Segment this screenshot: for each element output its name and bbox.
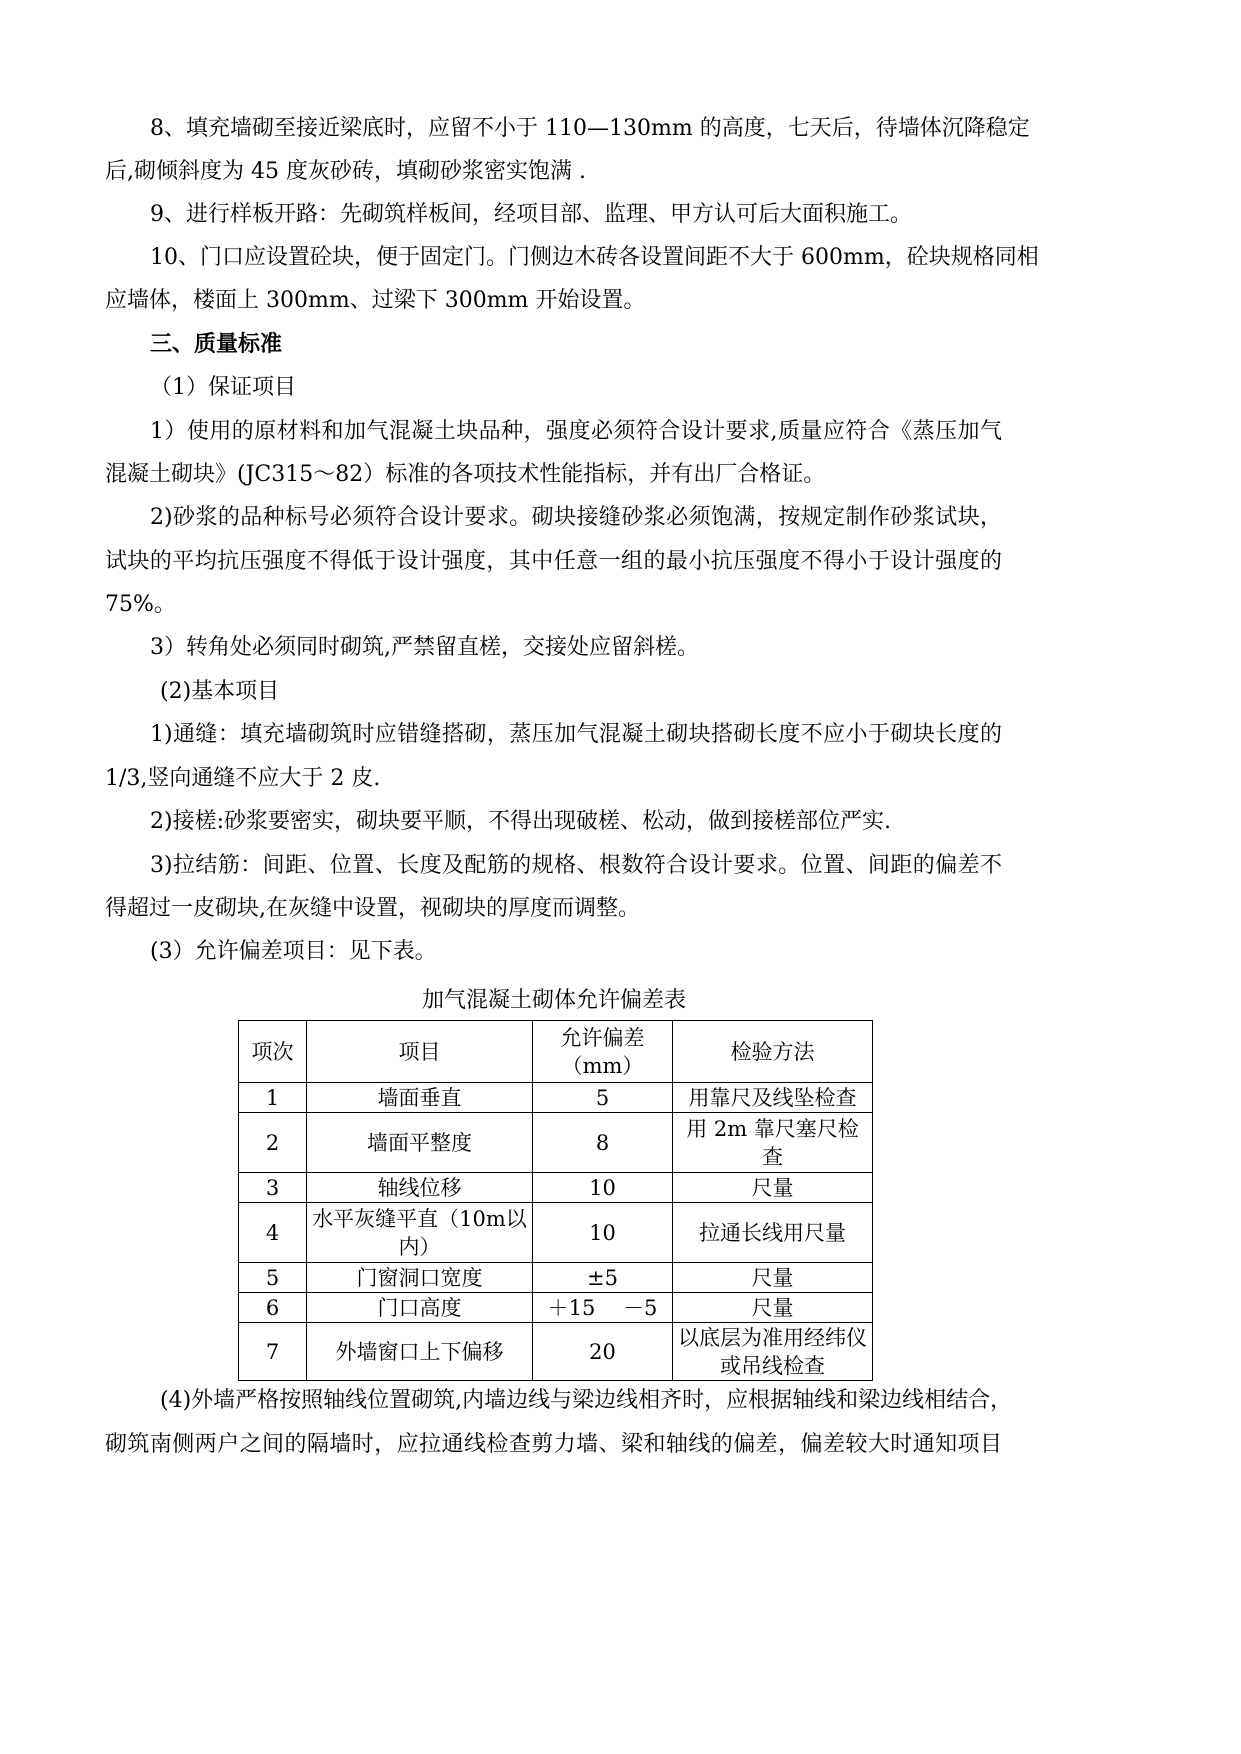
section-heading-quality-standard: 三、质量标准 (150, 332, 283, 357)
table-row (239, 1173, 873, 1203)
cell-no: 7 (239, 1323, 307, 1381)
basic-item-3-line-2: 得超过一皮砌块,在灰缝中设置，视砌块的厚度而调整。 (105, 896, 640, 921)
cell-no: 5 (239, 1263, 307, 1293)
cell-tolerance: 5 (533, 1083, 673, 1113)
paragraph-10-line-2: 应墙体，楼面上 300mm、过梁下 300mm 开始设置。 (105, 288, 646, 313)
cell-no: 3 (239, 1173, 307, 1203)
cell-item: 墙面垂直 (307, 1083, 533, 1113)
guarantee-item-2-line-3: 75%。 (105, 592, 176, 617)
guarantee-item-2-line-1: 2)砂浆的品种标号必须符合设计要求。砌块接缝砂浆必须饱满，按规定制作砂浆试块， (150, 505, 1002, 530)
header-tolerance-line-1: 允许偏差 (560, 1025, 645, 1050)
cell-method: 尺量 (673, 1173, 873, 1203)
basic-item-2: 2)接槎:砂浆要密实，砌块要平顺，不得出现破槎、松动，做到接槎部位严实. (150, 809, 891, 834)
cell-tolerance: ＋15 －5 (533, 1293, 673, 1323)
cell-tolerance: 10 (533, 1173, 673, 1203)
cell-method: 以底层为准用经纬仪或吊线检查 (673, 1323, 873, 1381)
cell-no: 1 (239, 1083, 307, 1113)
table-row (239, 1323, 873, 1381)
basic-item-3-line-1: 3)拉结筋：间距、位置、长度及配筋的规格、根数符合设计要求。位置、间距的偏差不 (150, 853, 1002, 878)
guarantee-item-2-line-2: 试块的平均抗压强度不得低于设计强度，其中任意一组的最小抗压强度不得小于设计强度的 (105, 549, 1002, 574)
cell-method: 用靠尺及线坠检查 (673, 1083, 873, 1113)
cell-item: 水平灰缝平直（10m以内） (307, 1203, 533, 1263)
cell-tolerance: 10 (533, 1203, 673, 1263)
header-tolerance (533, 1021, 673, 1083)
paragraph-4-line-1: (4)外墙严格按照轴线位置砌筑,内墙边线与梁边线相齐时，应根据轴线和梁边线相结合， (160, 1388, 1013, 1413)
basic-item-1-line-2: 1/3,竖向通缝不应大于 2 皮. (105, 766, 381, 791)
table-header-row (239, 1021, 873, 1083)
header-method: 检验方法 (673, 1021, 873, 1083)
cell-no: 4 (239, 1203, 307, 1263)
cell-method: 尺量 (673, 1293, 873, 1323)
cell-item: 门口高度 (307, 1293, 533, 1323)
cell-item: 轴线位移 (307, 1173, 533, 1203)
cell-tolerance: 8 (533, 1113, 673, 1173)
header-no: 项次 (239, 1021, 307, 1083)
cell-item: 墙面平整度 (307, 1113, 533, 1173)
tolerance-table (238, 1020, 873, 1381)
subheading-guarantee-items: （1）保证项目 (150, 375, 296, 400)
table-row (239, 1263, 873, 1293)
cell-tolerance: 20 (533, 1323, 673, 1381)
table-row (239, 1083, 873, 1113)
basic-item-1-line-1: 1)通缝：填充墙砌筑时应错缝搭砌，蒸压加气混凝土砌块搭砌长度不应小于砌块长度的 (150, 722, 1002, 747)
cell-tolerance: ±5 (533, 1263, 673, 1293)
subheading-tolerance-items: (3）允许偏差项目：见下表。 (150, 939, 437, 964)
table-row (239, 1293, 873, 1323)
header-tolerance-line-2: （mm） (561, 1053, 644, 1078)
cell-item: 门窗洞口宽度 (307, 1263, 533, 1293)
cell-no: 2 (239, 1113, 307, 1173)
table-caption: 加气混凝土砌体允许偏差表 (421, 988, 686, 1013)
subheading-basic-items: (2)基本项目 (160, 679, 280, 704)
paragraph-8-line-2: 后,砌倾斜度为 45 度灰砂砖，填砌砂浆密实饱满 . (105, 159, 586, 184)
table-row (239, 1203, 873, 1263)
paragraph-4-line-2: 砌筑南侧两户之间的隔墙时，应拉通线检查剪力墙、梁和轴线的偏差，偏差较大时通知项目 (105, 1432, 1002, 1457)
table-row (239, 1113, 873, 1173)
cell-method: 拉通长线用尺量 (673, 1203, 873, 1263)
paragraph-9: 9、进行样板开路：先砌筑样板间，经项目部、监理、甲方认可后大面积施工。 (150, 202, 912, 227)
header-item: 项目 (307, 1021, 533, 1083)
cell-method: 用 2m 靠尺塞尺检查 (673, 1113, 873, 1173)
guarantee-item-3: 3）转角处必须同时砌筑,严禁留直槎，交接处应留斜槎。 (150, 635, 699, 660)
cell-no: 6 (239, 1293, 307, 1323)
cell-method: 尺量 (673, 1263, 873, 1293)
paragraph-8-line-1: 8、填充墙砌至接近梁底时，应留不小于 110—130mm 的高度，七天后，待墙体沉降稳定 (150, 116, 1030, 141)
guarantee-item-1-line-2: 混凝土砌块》(JC315～82）标准的各项技术性能指标，并有出厂合格证。 (105, 462, 826, 487)
cell-item: 外墙窗口上下偏移 (307, 1323, 533, 1381)
paragraph-10-line-1: 10、门口应设置砼块，便于固定门。门侧边木砖各设置间距不大于 600mm，砼块规格同相 (150, 245, 1039, 270)
guarantee-item-1-line-1: 1）使用的原材料和加气混凝土块品种，强度必须符合设计要求,质量应符合《蒸压加气 (150, 419, 1002, 444)
